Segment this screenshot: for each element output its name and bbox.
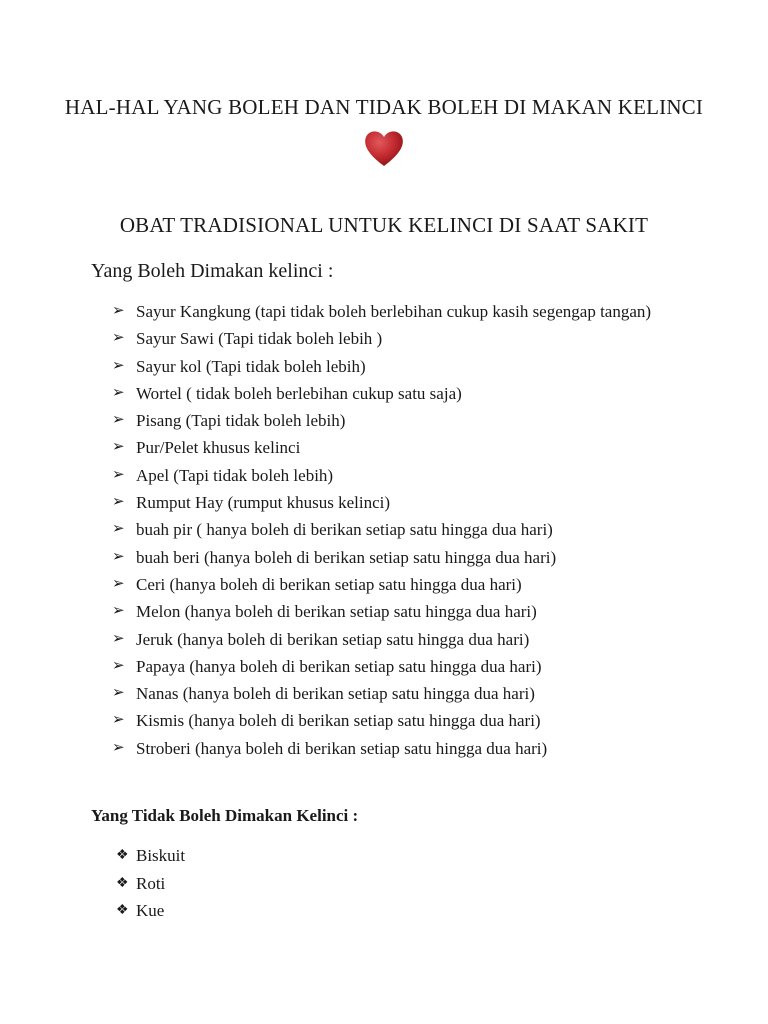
arrowhead-bullet-icon: ➢ (112, 330, 125, 347)
list-item: ➢ Apel (Tapi tidak boleh lebih) (112, 462, 672, 489)
list-item: ➢ Pur/Pelet khusus kelinci (112, 434, 672, 461)
document-subtitle: OBAT TRADISIONAL UNTUK KELINCI DI SAAT SAKIT (119, 213, 649, 237)
arrowhead-bullet-icon: ➢ (112, 685, 125, 702)
arrowhead-bullet-icon: ➢ (112, 739, 125, 756)
list-item: ➢ buah pir ( hanya boleh di berikan setiap satu hingga dua hari) (112, 516, 672, 543)
arrowhead-bullet-icon: ➢ (112, 630, 125, 647)
list-item: ➢ Rumput Hay (rumput khusus kelinci) (112, 489, 672, 516)
list-item: ➢ Jeruk (hanya boleh di berikan setiap satu hingga dua hari) (112, 626, 672, 653)
arrowhead-bullet-icon: ➢ (112, 357, 125, 374)
list-item: ➢ Stroberi (hanya boleh di berikan setiap satu hingga dua hari) (112, 735, 672, 762)
arrowhead-bullet-icon: ➢ (112, 603, 125, 620)
arrowhead-bullet-icon: ➢ (112, 439, 125, 456)
arrowhead-bullet-icon: ➢ (112, 575, 125, 592)
not-allowed-foods-list (116, 842, 185, 925)
list-item: ➢ Nanas (hanya boleh di berikan setiap satu hingga dua hari) (112, 680, 672, 707)
list-item: ➢ Melon (hanya boleh di berikan setiap satu hingga dua hari) (112, 598, 672, 625)
four-diamond-bullet-icon: ❖ (116, 848, 129, 863)
list-item: ➢ Sayur kol (Tapi tidak boleh lebih) (112, 353, 672, 380)
arrowhead-bullet-icon: ➢ (112, 384, 125, 401)
arrowhead-bullet-icon: ➢ (112, 494, 125, 511)
arrowhead-bullet-icon: ➢ (112, 548, 125, 565)
arrowhead-bullet-icon: ➢ (112, 657, 125, 674)
arrowhead-bullet-icon: ➢ (112, 466, 125, 483)
list-item: ❖ Kue (116, 897, 185, 925)
document-title: HAL-HAL YANG BOLEH DAN TIDAK BOLEH DI MAKAN KELINCI (64, 95, 704, 119)
four-diamond-bullet-icon: ❖ (116, 903, 129, 918)
not-allowed-foods-heading: Yang Tidak Boleh Dimakan Kelinci : (91, 806, 359, 825)
allowed-foods-heading: Yang Boleh Dimakan kelinci : (91, 260, 334, 282)
arrowhead-bullet-icon: ➢ (112, 303, 125, 319)
list-item: ➢ Kismis (hanya boleh di berikan setiap satu hingga dua hari) (112, 707, 672, 734)
heart-icon (362, 126, 406, 170)
allowed-foods-list (112, 298, 672, 762)
arrowhead-bullet-icon: ➢ (112, 521, 125, 538)
list-item: ❖ Roti (116, 870, 185, 898)
list-item: ➢ Sayur Sawi (Tapi tidak boleh lebih ) (112, 325, 672, 352)
list-item: ➢ Pisang (Tapi tidak boleh lebih) (112, 407, 672, 434)
list-item: ➢ Sayur Kangkung (tapi tidak boleh berlebihan cukup kasih segengap tangan) (112, 298, 672, 325)
list-item: ➢ buah beri (hanya boleh di berikan setiap satu hingga dua hari) (112, 544, 672, 571)
list-item: ❖ Biskuit (116, 842, 185, 870)
list-item: ➢ Wortel ( tidak boleh berlebihan cukup satu saja) (112, 380, 672, 407)
four-diamond-bullet-icon: ❖ (116, 875, 129, 891)
list-item: ➢ Papaya (hanya boleh di berikan setiap satu hingga dua hari) (112, 653, 672, 680)
arrowhead-bullet-icon: ➢ (112, 712, 125, 729)
arrowhead-bullet-icon: ➢ (112, 412, 125, 429)
list-item: ➢ Ceri (hanya boleh di berikan setiap satu hingga dua hari) (112, 571, 672, 598)
